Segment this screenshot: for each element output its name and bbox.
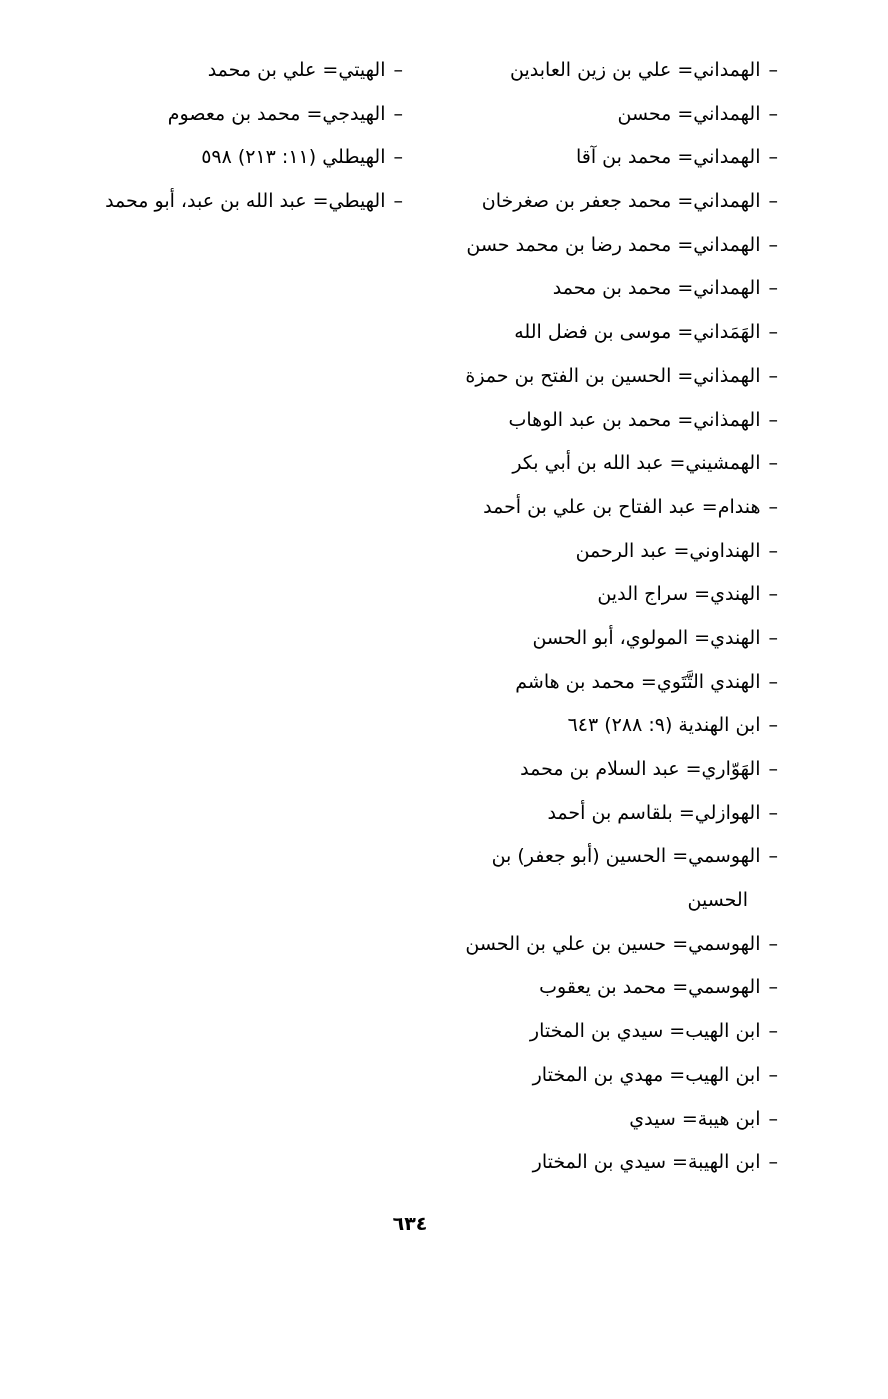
entry-text: ابن الهيب= سيدي بن المختار — [529, 1020, 761, 1043]
index-entry — [3, 139, 403, 183]
index-entry — [428, 926, 778, 970]
entry-text: الهمداني= محسن — [617, 102, 761, 125]
index-entry — [428, 1144, 778, 1188]
entry-text: الهمشيني= عبد الله بن أبي بكر — [512, 452, 761, 475]
index-entry — [428, 751, 778, 795]
entry-text: الهَمَداني= موسى بن فضل الله — [514, 321, 761, 344]
entry-text: الحسين — [687, 889, 748, 912]
index-entry — [428, 445, 778, 489]
index-entry — [428, 576, 778, 620]
entry-dash: – — [768, 102, 778, 125]
entry-dash: – — [768, 59, 778, 81]
entry-text: الهوسمي= محمد بن يعقوب — [539, 976, 761, 999]
index-entry — [428, 1013, 778, 1057]
entry-text: الهمداني= محمد بن محمد — [552, 277, 761, 300]
index-entry — [428, 533, 778, 577]
entry-dash: – — [768, 321, 778, 344]
entry-text: الهوسمي= حسين بن علي بن الحسن — [465, 932, 761, 955]
index-entry — [428, 795, 778, 839]
entry-dash: – — [768, 714, 778, 737]
entry-text: الهندي= المولوي، أبو الحسن — [532, 626, 761, 649]
entry-text: الهندي= سراج الدين — [597, 583, 761, 606]
entry-dash: – — [393, 102, 403, 125]
entry-dash: – — [768, 364, 778, 387]
entry-dash: – — [393, 190, 403, 213]
index-entry — [428, 969, 778, 1013]
entry-dash: – — [768, 408, 778, 431]
entry-dash: – — [768, 626, 778, 649]
index-entry — [428, 707, 778, 751]
index-entry — [428, 139, 778, 183]
index-entry — [428, 227, 778, 271]
index-entry — [428, 96, 778, 140]
entry-dash: – — [768, 1063, 778, 1086]
entry-text: الهمداني= علي بن زين العابدين — [510, 59, 761, 81]
entry-dash: – — [768, 758, 778, 780]
entry-text: الهمداني= محمد بن آقا — [575, 146, 761, 169]
entry-dash: – — [768, 845, 778, 868]
entry-text: ابن الهيب= مهدي بن المختار — [532, 1063, 761, 1086]
entry-text: الهمذاني= محمد بن عبد الوهاب — [508, 408, 761, 431]
index-entry — [428, 270, 778, 314]
entry-dash: – — [768, 452, 778, 475]
index-entry — [428, 314, 778, 358]
index-column-right — [428, 52, 778, 1188]
index-entry — [428, 1101, 778, 1145]
entry-text: الهنداوني= عبد الرحمن — [575, 539, 761, 562]
index-entry — [3, 52, 403, 96]
entry-text: الهَوّاري= عبد السلام بن محمد — [520, 758, 761, 780]
index-entry — [428, 52, 778, 96]
entry-text: الهمداني= محمد رضا بن محمد حسن — [466, 233, 761, 256]
entry-text: الهيطي= عبد الله بن عبد، أبو محمد — [105, 190, 386, 213]
entry-text: الهمذاني= الحسين بن الفتح بن حمزة — [465, 364, 761, 387]
entry-dash: – — [768, 146, 778, 169]
entry-dash: – — [393, 146, 403, 169]
index-entry — [428, 838, 778, 882]
entry-dash: – — [768, 233, 778, 256]
entry-dash: – — [768, 277, 778, 300]
entry-dash: – — [768, 976, 778, 999]
entry-dash: – — [768, 801, 778, 824]
entry-dash: – — [768, 670, 778, 693]
index-entry — [428, 1057, 778, 1101]
index-entry — [428, 620, 778, 664]
index-entry — [3, 96, 403, 140]
entry-dash: – — [768, 1107, 778, 1130]
page-number: ٦٣٤ — [392, 1213, 428, 1235]
index-column-left — [3, 52, 403, 227]
index-entry — [428, 183, 778, 227]
entry-text: الهيتي= علي بن محمد — [207, 59, 386, 81]
index-entry — [428, 358, 778, 402]
entry-dash: – — [768, 583, 778, 606]
entry-dash: – — [768, 190, 778, 213]
entry-text: الهمداني= محمد جعفر بن صغرخان — [481, 190, 761, 213]
entry-dash: – — [768, 495, 778, 518]
entry-text: الهوسمي= الحسين (أبو جعفر) بن — [491, 845, 761, 868]
entry-text: الهيدجي= محمد بن معصوم — [167, 102, 386, 125]
entry-text: ابن هيبة= سيدي — [629, 1107, 761, 1130]
index-entry — [428, 402, 778, 446]
entry-text: ابن الهندية (٩: ٢٨٨) ٦٤٣ — [567, 714, 761, 737]
entry-dash: – — [768, 1151, 778, 1174]
entry-text: الهيطلي (١١: ٢١٣) ٥٩٨ — [201, 146, 386, 169]
index-entry — [428, 489, 778, 533]
entry-dash: – — [768, 1020, 778, 1043]
entry-dash: – — [393, 59, 403, 81]
entry-dash: – — [768, 539, 778, 562]
entry-text: ابن الهيبة= سيدي بن المختار — [532, 1151, 761, 1174]
index-entry — [3, 183, 403, 227]
entry-text: الهوازلي= بلقاسم بن أحمد — [547, 801, 761, 824]
entry-dash: – — [768, 932, 778, 955]
entry-text: هندام= عبد الفتاح بن علي بن أحمد — [483, 495, 761, 518]
index-entry — [428, 664, 778, 708]
index-entry-continuation — [428, 882, 778, 926]
entry-text: الهندي التَّتَوي= محمد بن هاشم — [515, 670, 761, 693]
